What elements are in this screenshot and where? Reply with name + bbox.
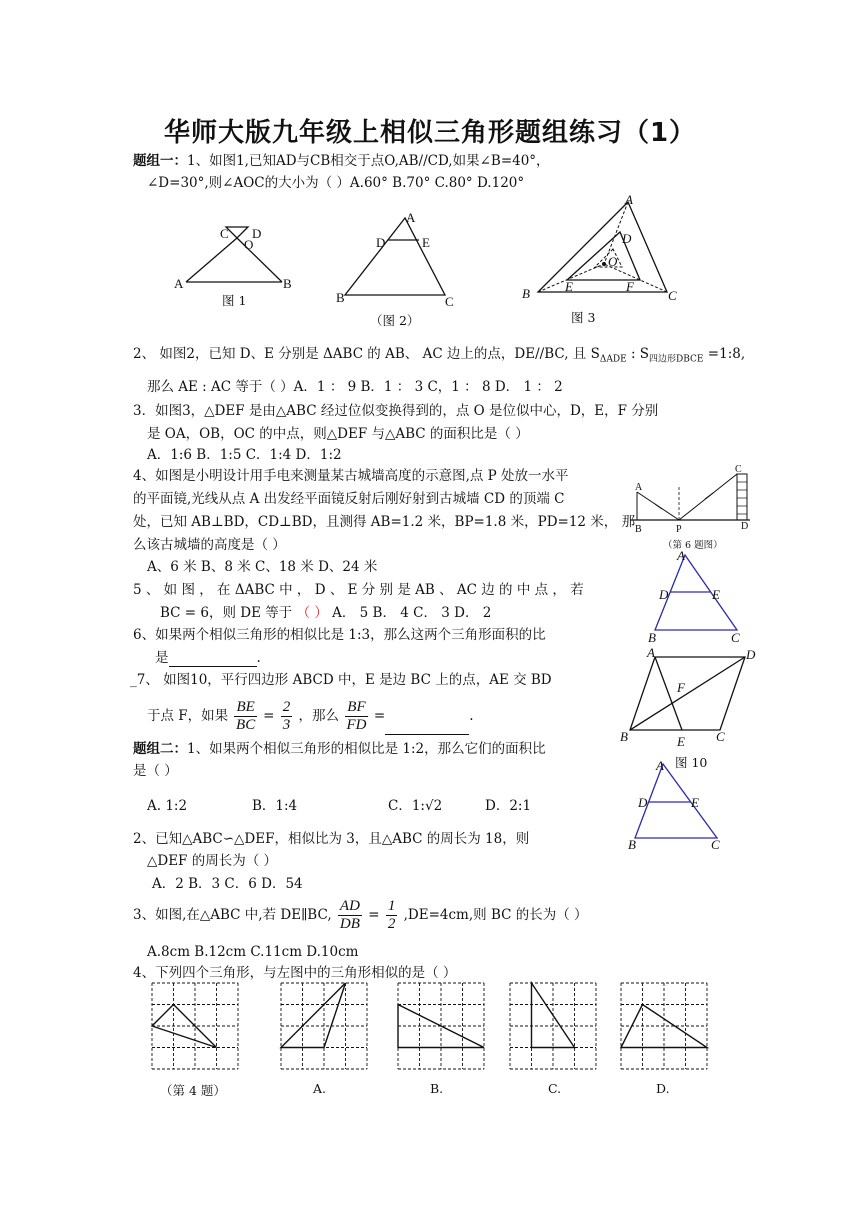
g1-q5-text2a: BC = 6，则 DE 等于: [160, 605, 297, 621]
fig1-caption: 图 1: [222, 293, 247, 308]
g1-q5-text2b: A． 5 B． 4 C． 3 D． 2: [327, 605, 492, 621]
g1-q3-options: A．1:6 B．1:5 C．1:4 D．1:2: [147, 447, 342, 463]
svg-text:C: C: [731, 630, 740, 645]
svg-text:D: D: [252, 226, 262, 241]
g1-q7-mid: ，那么: [298, 708, 339, 724]
bf-over-fd-fraction: $\frac{BF}{FD}$: [346, 699, 367, 733]
grid-option-a-triangle: [281, 983, 346, 1048]
q4-caption-c: C.: [548, 1081, 562, 1096]
svg-text:B: B: [635, 524, 642, 535]
svg-text:D: D: [622, 231, 632, 246]
g2-q3-post: ,DE=4cm,则 BC 的长为（ ）: [403, 907, 588, 923]
fig2-caption: （图 2）: [370, 313, 420, 328]
svg-text:E: E: [677, 734, 685, 749]
svg-text:F: F: [677, 680, 685, 695]
g1-q6-text2b: .: [256, 650, 261, 666]
svg-text:A: A: [677, 548, 685, 563]
svg-text:E: E: [712, 587, 720, 602]
q4-caption-a: A.: [313, 1081, 327, 1096]
svg-text:B: B: [628, 837, 636, 852]
g1-q4-text4: 么该古城墙的高度是（ ）: [133, 537, 286, 553]
svg-text:A: A: [625, 192, 633, 207]
svg-text:D: D: [638, 795, 648, 810]
svg-text:B: B: [648, 630, 656, 645]
svg-text:C: C: [445, 294, 454, 309]
g2-q1-text1: 1、如果两个相似三角形的相似比是 1:2，那么它们的面积比: [187, 741, 546, 757]
g1-q2-sub2: 四边形DBCE: [649, 354, 704, 365]
grid-option-b: [398, 983, 484, 1069]
svg-text:B: B: [336, 290, 345, 305]
g1-q7-eq2: =: [373, 708, 386, 724]
grid-option-c-triangle: [532, 983, 575, 1048]
svg-text:D: D: [746, 647, 756, 662]
group1-label: 题组一：: [133, 153, 187, 169]
g1-q6-text1: 6、如果两个相似三角形的相似比是 1:3，那么这两个三角形面积的比: [133, 627, 546, 643]
g1-q5-text1: 5 、 如 图 ， 在 ΔABC 中 ， D 、 E 分 别 是 AB 、 AC 边 的 中 点 ， 若: [133, 582, 584, 598]
g1-q2-mid: : S: [626, 346, 650, 362]
svg-text:D: D: [741, 521, 749, 532]
grid-option-c: [510, 983, 596, 1069]
g1-q7-post: .: [469, 708, 474, 724]
g1-q2-sub1: ΔADE: [599, 354, 627, 365]
g2-q1-optA: A. 1:2: [147, 798, 188, 814]
svg-text:B: B: [283, 276, 292, 291]
g1-q4-text1: 4、如图是小明设计用手电来测量某古城墙高度的示意图,点 P 处放一水平: [133, 468, 569, 484]
g1-q7-text1: _7、 如图10，平行四边形 ABCD 中，E 是边 BC 上的点，AE 交 BD: [130, 672, 552, 688]
g1-q6-text2a: 是: [155, 650, 169, 666]
g1-q4-text3: 处，已知 AB⊥BD，CD⊥BD，且测得 AB=1.2 米，BP=1.8 米，PD=12 米， 那: [133, 514, 636, 530]
svg-text:C: C: [716, 729, 725, 744]
svg-text:O: O: [244, 237, 254, 252]
mirror-fig-caption: （第 6 题图）: [663, 540, 723, 551]
g2-q3-eq: =: [368, 907, 380, 923]
g2-q4-text1: 4、下列四个三角形，与左图中的三角形相似的是（ ）: [133, 965, 457, 981]
grid-reference: [152, 983, 238, 1069]
grid-option-a: [281, 983, 367, 1069]
g2-q3-pre: 3、如图,在△ABC 中,若 DE∥BC,: [133, 907, 332, 923]
svg-text:A: A: [174, 276, 184, 291]
fig10-caption: 图 10: [675, 755, 708, 770]
svg-text:F: F: [626, 279, 634, 294]
g2-q2-options: A．2 B．3 C．6 D．54: [152, 876, 303, 892]
one-half-fraction: $\frac{1}{2}$: [387, 898, 396, 932]
g1-q3-text1: 3．如图3，△DEF 是由△ABC 经过位似变换得到的，点 O 是位似中心，D，E，F 分别: [133, 403, 659, 419]
fig3-caption: 图 3: [571, 310, 596, 325]
group2-label: 题组二：: [133, 741, 187, 757]
svg-text:A: A: [656, 758, 664, 773]
svg-text:E: E: [565, 279, 573, 294]
svg-text:C: C: [735, 464, 742, 475]
g1-q2-text2: 那么 AE : AC 等于（ ）A．1 ： 9 B．1 ： 3 C，1 ： 8 D． 1 ： 2: [147, 379, 563, 395]
q4-caption-d: D.: [656, 1081, 670, 1096]
g1-q7-eq: =: [263, 708, 275, 724]
svg-text:A: A: [647, 645, 655, 660]
g1-q1-text2: ∠D=30°,则∠AOC的大小为（ ）A.60° B.70° C.80° D.120°: [147, 175, 525, 191]
g2-q1-optC: C．1:√2: [388, 798, 443, 814]
svg-text:E: E: [422, 235, 430, 250]
g2-q2-text2: △DEF 的周长为（ ）: [147, 853, 278, 869]
g1-q2-tail: =1:8,: [703, 346, 746, 362]
svg-text:C: C: [668, 288, 677, 303]
svg-text:A: A: [635, 482, 643, 493]
q4-caption-b: B.: [430, 1081, 444, 1096]
svg-text:D: D: [376, 235, 386, 250]
g1-q4-options: A、6 米 B、8 米 C、18 米 D、24 米: [147, 559, 378, 575]
svg-text:P: P: [676, 524, 682, 535]
grid-option-d: [621, 983, 707, 1069]
two-thirds-fraction: $\frac{2}{3}$: [282, 699, 291, 733]
g2-q1-optD: D．2:1: [485, 798, 532, 814]
page-title: 华师大版九年级上相似三角形题组练习（1）: [163, 118, 697, 148]
g1-q7-pre: 于点 F，如果: [147, 708, 229, 724]
ad-over-db-fraction: $\frac{AD}{DB}$: [339, 898, 360, 932]
svg-text:B: B: [620, 729, 628, 744]
g2-q3-options: A.8cm B.12cm C.11cm D.10cm: [147, 944, 359, 960]
g2-q1-optB: B．1:4: [252, 798, 298, 814]
q4-caption-main: （第 4 题）: [160, 1083, 226, 1098]
g2-q2-text1: 2、已知△ABC∽△DEF，相似比为 3，且△ABC 的周长为 18，则: [133, 831, 530, 847]
svg-text:D: D: [659, 587, 669, 602]
svg-text:O: O: [608, 254, 618, 269]
g2-q1-text2: 是（ ）: [133, 763, 178, 779]
g1-q4-text2: 的平面镜,光线从点 A 出发经平面镜反射后刚好射到古城墙 CD 的顶端 C: [133, 491, 565, 507]
svg-text:C: C: [711, 837, 720, 852]
g1-q1-text1: 1、如图1,已知AD与CB相交于点O,AB//CD,如果∠B=40°，: [187, 153, 550, 169]
svg-text:B: B: [522, 286, 530, 301]
svg-text:E: E: [691, 795, 699, 810]
g1-q5-paren: （ ）: [296, 605, 328, 621]
g1-q3-text2: 是 OA，OB，OC 的中点，则△DEF 与△ABC 的面积比是（ ）: [147, 426, 529, 442]
svg-text:A: A: [406, 210, 416, 225]
g1-q2-text1: 2、 如图2，已知 D、E 分别是 ΔABC 的 AB、 AC 边上的点，DE//BC, 且 S: [133, 346, 600, 362]
svg-text:C: C: [220, 226, 229, 241]
be-over-bc-fraction: $\frac{BE}{BC}$: [236, 699, 256, 733]
